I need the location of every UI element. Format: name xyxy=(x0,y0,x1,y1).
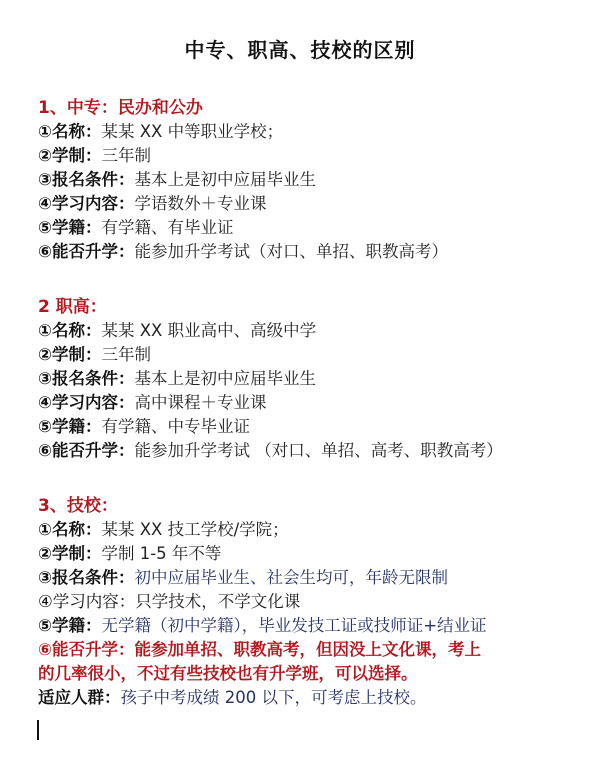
list-item xyxy=(38,144,588,168)
item-key: ②学制： xyxy=(38,146,102,165)
item-value: 有学籍、中专毕业证 xyxy=(101,417,250,436)
list-item xyxy=(38,638,588,662)
list-item xyxy=(38,391,588,415)
item-key: ①名称： xyxy=(38,122,102,141)
audience-line xyxy=(38,686,588,710)
section-heading: 2 职高： xyxy=(38,297,107,317)
item-value: 高中课程＋专业课 xyxy=(134,393,267,412)
item-value: 初中应届毕业生、社会生均可，年龄无限制 xyxy=(134,568,448,587)
list-item xyxy=(38,542,588,566)
item-value: 有学籍、有毕业证 xyxy=(101,218,234,237)
item-key: ①名称： xyxy=(38,520,102,539)
list-item xyxy=(38,367,588,391)
item-key: ④学习内容： xyxy=(38,393,135,412)
list-item xyxy=(38,120,588,144)
list-item xyxy=(38,343,588,367)
item-key: ⑤学籍： xyxy=(38,218,102,237)
item-key: ①名称： xyxy=(38,321,102,340)
item-key: ⑥能否升学： xyxy=(38,640,135,659)
item-value: 能参加升学考试（对口、单招、职教高考） xyxy=(134,242,448,261)
list-item xyxy=(38,518,588,542)
item-value: 三年制 xyxy=(101,345,151,364)
item-key: ③报名条件： xyxy=(38,568,135,587)
item-value: 无学籍（初中学籍），毕业发技工证或技师证+结业证 xyxy=(101,616,487,635)
item-value: 能参加升学考试 （对口、单招、高考、职教高考） xyxy=(134,441,503,460)
list-item xyxy=(38,240,588,264)
item-key: ③报名条件： xyxy=(38,369,135,388)
item-value: 三年制 xyxy=(101,146,151,165)
item-value: 基本上是初中应届毕业生 xyxy=(134,170,316,189)
section-zhongzhuan xyxy=(38,96,588,264)
item-value: 基本上是初中应届毕业生 xyxy=(134,369,316,388)
item-key: ⑥能否升学： xyxy=(38,242,135,261)
list-item xyxy=(38,192,588,216)
list-item xyxy=(38,216,588,240)
item-key: ⑤学籍： xyxy=(38,417,102,436)
item-key: ④学习内容： xyxy=(38,194,135,213)
item-value: 只学技术，不学文化课 xyxy=(135,592,301,611)
page-title: 中专、职高、技校的区别 xyxy=(184,38,416,62)
item-value: 能参加单招、职教高考，但因没上文化课，考上 xyxy=(134,640,481,659)
item-value: 学语数外＋专业课 xyxy=(134,194,267,213)
item-key: ③报名条件： xyxy=(38,170,135,189)
item-value-continued: 的几率很小，不过有些技校也有升学班，可以选择。 xyxy=(38,664,418,683)
item-value: 某某 XX 中等职业学校； xyxy=(101,122,284,141)
item-value: 某某 XX 职业高中、高级中学 xyxy=(101,321,317,340)
list-item xyxy=(38,415,588,439)
item-key: ②学制： xyxy=(38,345,102,364)
audience-value: 孩子中考成绩 200 以下，可考虑上技校。 xyxy=(120,688,427,707)
item-key: ②学制： xyxy=(38,544,102,563)
list-item xyxy=(38,439,588,463)
item-key: ④学习内容： xyxy=(38,592,136,611)
text-cursor xyxy=(37,720,39,740)
section-zhigao xyxy=(38,295,588,463)
list-item xyxy=(38,566,588,590)
item-value: 学制 1-5 年不等 xyxy=(101,544,222,563)
list-item xyxy=(38,319,588,343)
item-value: 某某 XX 技工学校/学院； xyxy=(101,520,289,539)
section-jixiao xyxy=(38,494,588,710)
item-key: ⑥能否升学： xyxy=(38,441,135,460)
list-item xyxy=(38,614,588,638)
audience-key: 适应人群： xyxy=(38,688,121,707)
section-heading: 1、中专：民办和公办 xyxy=(38,98,203,118)
list-item xyxy=(38,168,588,192)
section-heading: 3、技校： xyxy=(38,496,118,516)
list-item xyxy=(38,590,588,614)
item-key: ⑤学籍： xyxy=(38,616,102,635)
